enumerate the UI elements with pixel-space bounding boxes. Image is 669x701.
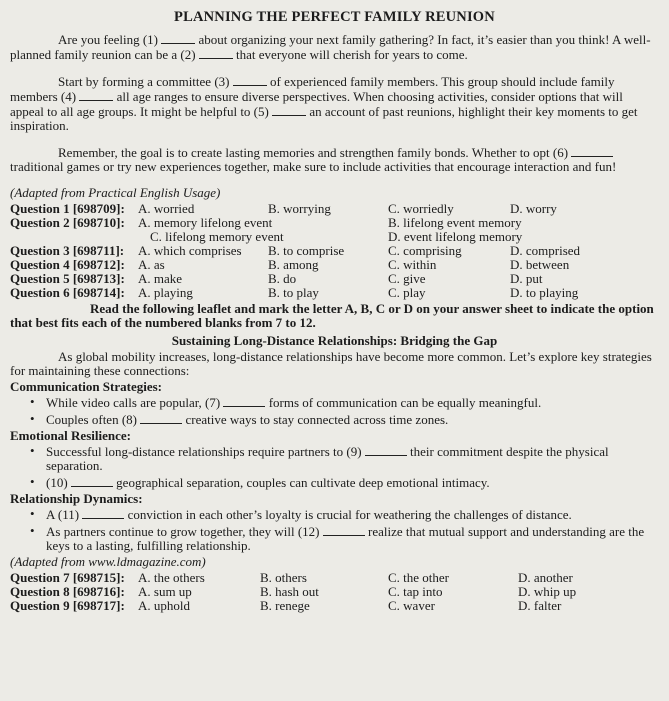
question-row: Question 6 [698714]: A. playing B. to play C. play D. to playing [10,285,579,300]
blank-4 [79,89,113,101]
source-note-2: (Adapted from www.ldmagazine.com) [10,554,206,569]
blank-1 [161,32,195,44]
option-b: B. lifelong event memory [388,215,522,230]
option-d: D. falter [518,598,562,613]
option-b: B. to play [268,285,319,300]
option-c: C. comprising [388,243,462,258]
list-item: • Couples often (8) creative ways to stay connected across time zones. [30,411,449,427]
option-d: D. to playing [510,285,579,300]
question-block-2 [10,571,659,613]
question-row [10,230,659,244]
list-item: • A (11) conviction in each other’s loyalty is crucial for weathering the challenges of distance. [30,506,572,522]
option-d: D. event lifelong memory [388,229,523,244]
option-a: A. uphold [138,598,190,613]
list-item: • While video calls are popular, (7) forms of communication can be equally meaningful. [30,394,542,410]
option-d: D. between [510,257,570,272]
bullet-icon: • [30,443,35,458]
section-heading: Emotional Resilience: [10,428,131,443]
bullet-list [10,395,659,427]
option-c: C. play [388,285,426,300]
option-a: A. the others [138,570,205,585]
question-row: Question 5 [698713]: A. make B. do C. give D. put [10,271,543,286]
bullet-list [10,507,659,553]
option-d: D. comprised [510,243,581,258]
paragraph-1: Are you feeling (1) about organizing your next family gathering? In fact, it’s easier than you think! A well-planned family reunion can be a (2) that everyone will cherish for years to come. [10,32,651,62]
bullet-list [10,444,659,490]
leaflet-title: Sustaining Long-Distance Relationships: Bridging the Gap [171,333,498,348]
blank-9 [365,444,407,456]
option-a: A. memory lifelong event [138,215,273,230]
option-c: C. waver [388,598,435,613]
blank-10 [71,475,113,487]
passage-title: PLANNING THE PERFECT FAMILY REUNION [174,9,495,25]
bullet-icon: • [30,523,35,538]
bullet-icon: • [30,411,35,426]
option-a: A. which comprises [138,243,242,258]
option-b: B. among [268,257,319,272]
question-row: Question 4 [698712]: A. as B. among C. within D. between [10,257,570,272]
blank-11 [82,507,124,519]
question-row: Question 3 [698711]: A. which comprises B. to comprise C. comprising D. comprised [10,243,581,258]
option-b: B. others [260,570,307,585]
question-row: Question 8 [698716]: A. sum up B. hash out C. tap into D. whip up [10,584,577,599]
option-b: B. renege [260,598,310,613]
blank-2 [199,47,233,59]
section-heading: Relationship Dynamics: [10,491,143,506]
question-row: Question 1 [698709]: A. worried B. worrying C. worriedly D. worry [10,201,557,216]
option-a: A. as [138,257,165,272]
option-a: A. sum up [138,584,192,599]
option-b: B. hash out [260,584,319,599]
option-b: B. worrying [268,201,331,216]
option-c: C. the other [388,570,450,585]
option-c: C. within [388,257,437,272]
blank-8 [140,412,182,424]
section-heading: Communication Strategies: [10,379,163,394]
option-a: A. playing [138,285,193,300]
bullet-icon: • [30,474,35,489]
option-d: D. worry [510,201,557,216]
blank-3 [233,74,267,86]
question-row: Question 2 [698710]: A. memory lifelong event B. lifelong event memory [10,215,522,230]
question-block-1 [10,202,659,300]
option-a: A. make [138,271,183,286]
bullet-icon: • [30,394,35,409]
blank-7 [223,395,265,407]
blank-6 [571,145,613,157]
option-c: C. tap into [388,584,443,599]
option-a: A. worried [138,201,195,216]
source-note-1: (Adapted from Practical English Usage) [10,185,221,200]
option-d: D. put [510,271,543,286]
paragraph-2: Start by forming a committee (3) of experienced family members. This group should include family members (4) all age ranges to ensure diverse perspectives. When choosing activities, consider options that will appeal to all age groups. It might be helpful to (5) an account of past reunions, highlight their key moments to get inspiration. [10,74,638,133]
leaflet-intro: As global mobility increases, long-distance relationships have become more common. Let’s explore key strategies for maintaining these connections: [10,349,652,378]
option-b: B. do [268,271,297,286]
option-c: C. lifelong memory event [150,229,284,244]
option-c: C. worriedly [388,201,454,216]
list-item: • (10) geographical separation, couples can cultivate deep emotional intimacy. [30,474,490,490]
option-b: B. to comprise [268,243,345,258]
option-c: C. give [388,271,426,286]
question-row: Question 9 [698717]: A. uphold B. renege C. waver D. falter [10,598,562,613]
option-d: D. another [518,570,573,585]
paragraph-3: Remember, the goal is to create lasting memories and strengthen family bonds. Whether to opt (6) traditional games or try new experiences together, make sure to include activities that encourage interaction and fun! [10,145,617,174]
option-d: D. whip up [518,584,577,599]
list-item: • As partners continue to grow together, they will (12) realize that mutual support and understanding are the keys to a lasting, fulfilling relationship. [30,523,645,553]
blank-5 [272,104,306,116]
instruction-text: Read the following leaflet and mark the letter A, B, C or D on your answer sheet to indicate the option that best fits each of the numbered blanks from 7 to 12. [10,301,654,330]
bullet-icon: • [30,506,35,521]
question-row: Question 7 [698715]: A. the others B. others C. the other D. another [10,570,573,585]
list-item: • Successful long-distance relationships require partners to (9) their commitment despite the physical separation. [30,443,609,473]
blank-12 [323,524,365,536]
